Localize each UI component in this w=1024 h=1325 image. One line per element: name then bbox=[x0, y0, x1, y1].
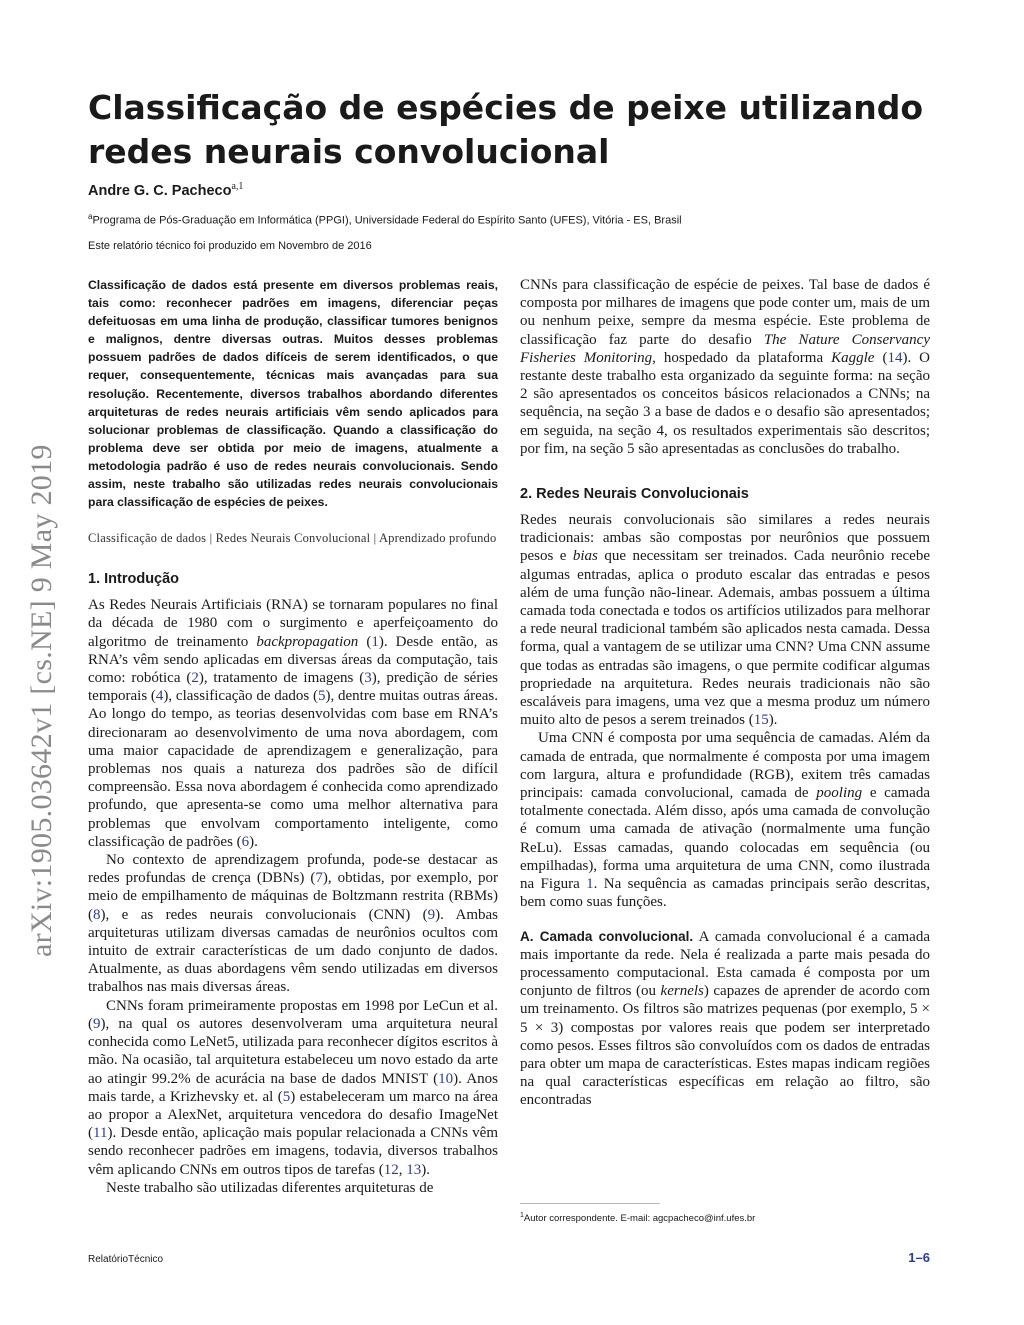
arxiv-identifier-stamp: arXiv:1905.03642v1 [cs.NE] 9 May 2019 bbox=[25, 444, 58, 957]
citation-link[interactable]: 5 bbox=[318, 688, 326, 705]
citation-link[interactable]: 5 bbox=[282, 1088, 291, 1105]
subsection-heading-conv-layer: A. Camada convolucional. bbox=[520, 928, 694, 944]
citation-link[interactable]: 1 bbox=[371, 633, 379, 650]
intro-continuation-paragraph: CNNs para classificação de espécie de peixes. Tal base de dados é composta por milhares de imagens que pode conter um, mais de um ou nenhum peixe, sempre da mesma espécie. Este problema de classificação faz parte do desafio The Nature Conservancy Fisheries Monitoring, hospedado da plataforma Kaggle (14). O restante deste trabalho esta organizado da seguinte forma: na seção 2 são apresentados os conceitos básicos relacionados a CNNs; na sequência, na seção 3 a base de dados e o desafio são apresentados; em seguida, na seção 4, os resultados experimentais são descritos; por fim, na seção 5 são apresentadas as conclusões do trabalho. bbox=[520, 277, 931, 457]
left-column bbox=[88, 276, 498, 1197]
citation-link[interactable]: 13 bbox=[406, 1161, 422, 1178]
citation-link[interactable]: 6 bbox=[241, 833, 250, 850]
author-superscript: a,1 bbox=[231, 181, 244, 192]
section-heading-cnn: 2. Redes Neurais Convolucionais bbox=[520, 486, 749, 503]
footer-journal-label: RelatórioTécnico bbox=[88, 1254, 164, 1265]
citation-link[interactable]: 7 bbox=[315, 870, 323, 887]
cnn-paragraph-2: Uma CNN é composta por uma sequência de camadas. Além da camada de entrada, que normalmente é composta por uma imagem com largura, altura e profundidade (RGB), exitem três camadas principais: camada convolucional, camada de pooling e camada totalmente conectada. Além disso, após uma camada de convolução é comum uma camada de ativação (normalmente uma função ReLu). Essas camadas, quando colocadas em sequência (ou empilhadas), forma uma arquitetura de uma CNN, como ilustrada na Figura 1. Na sequência as camadas principais serão descritas, bem como suas funções. bbox=[520, 730, 930, 911]
keywords: Classificação de dados | Redes Neurais Convolucional | Aprendizado profundo bbox=[88, 531, 497, 546]
intro-paragraph-4: Neste trabalho são utilizadas diferentes arquiteturas de bbox=[106, 1179, 434, 1196]
citation-link[interactable]: 3 bbox=[364, 670, 372, 687]
abstract: Classificação de dados está presente em diversos problemas reais, tais como: reconhecer padrões em imagens, diferenciar peças defeituosas em uma linha de produção, classificar tumores benignos e malignos, dentre diversas outras. Muitos desses problemas possuem padrões de dados difíceis de serem identificados, o que requer, consequentemente, técnicas mais avançadas para sua resolução. Recentemente, diversos trabalhos abordando diferentes arquiteturas de redes neurais artificiais vêm sendo aplicados para solucionar problemas de classificação. Quando a classificação do problema deve ser obtida por meio de imagens, atualmente a metodologia padrão é uso de redes neurais convolucionais. Sendo assim, neste trabalho são utilizadas redes neurais convolucionais para classificação de espécies de peixes. bbox=[88, 278, 498, 510]
affiliation bbox=[88, 212, 682, 227]
section-heading-introduction: 1. Introdução bbox=[88, 571, 180, 588]
citation-link[interactable]: 15 bbox=[753, 712, 769, 729]
right-column bbox=[520, 276, 930, 1110]
intro-paragraph-3: CNNs foram primeiramente propostas em 1998 por LeCun et al. (9), na qual os autores desenvolveram uma arquitetura neural conhecida como LeNet5, utilizada para reconhecer dígitos escritos à mão. Na ocasião, tal arquitetura estabeleceu um novo estado da arte ao atingir 99.2% de acurácia na base de dados MNIST (10). Anos mais tarde, a Krizhevsky et. al (5) estabeleceram um marco na área ao propor a AlexNet, arquitetura vencedora do desafio ImageNet (11). Desde então, aplicação mais popular relacionada a CNNs vêm sendo reconhecer padrões em imagens, todavia, diversos trabalhos vêm aplicando CNNs em outros tipos de tarefas (12, 13). bbox=[88, 997, 498, 1178]
intro-paragraph-1: As Redes Neurais Artificiais (RNA) se tornaram populares no final da década de 1980 com o surgimento e aperfeiçoamento do algoritmo de treinamento backpropagation (1). Desde então, as RNA’s vêm sendo aplicadas em diversas áreas da computação, tais como: robótica (2), tratamento de imagens (3), predição de séries temporais (4), classificação de dados (5), dentre muitas outras áreas. Ao longo do tempo, as teorias desenvolvidas com base em RNA’s direcionaram ao desenvolvimento de uma nova abordagem, com uma maior capacidade de aprendizagem e generalização, para problemas nos quais a natureza dos padrões são de difícil compreensão. Essa nova abordagem é conhecida como aprendizado profundo, que apresenta-se como uma melhor alternativa para problemas que envolvam comportamento inteligente, como classificação de padrões (6). bbox=[88, 597, 498, 850]
figure-link[interactable]: 1 bbox=[586, 876, 594, 893]
footnote bbox=[520, 1212, 755, 1224]
intro-paragraph-2: No contexto de aprendizagem profunda, pode-se destacar as redes profundas de crença (DBNs) (7), obtidas, por exemplo, por meio de empilhamento de máquinas de Boltzmann restrita (RBMs) (8), e as redes neurais convolucionais (CNN) (9). Ambas arquiteturas utilizam diversas camadas de neurônios ocultos com intuito de extrair características de um dado conjunto de dados. Atualmente, as duas abordagens vêm sendo utilizadas em diversos trabalhos nas mais diversas áreas. bbox=[88, 852, 498, 996]
cnn-paragraph-1: Redes neurais convolucionais são similares a redes neurais tradicionais: ambas são compostas por neurônios que possuem pesos e bias que necessitam ser treinados. Cada neurônio recebe algumas entradas, aplica o produto escalar das entradas e pesos além de uma função não-linear. Ademais, ambas possuem a última camada toda conectada e todos os artifícios utilizados para melhorar a rede neural tradicional também são aplicados nesta camada. Dessa forma, qual a vantagem de se utilizar uma CNN? Uma CNN assume que todas as entradas são imagens, o que permite codificar algumas propriedade na arquitetura. Redes neurais tradicionais não são escaláveis para imagens, uma vez que a mesma produz um número muito alto de pesos a serem treinados (15). bbox=[520, 512, 930, 729]
affiliation-text: Programa de Pós-Graduação em Informática (PPGI), Universidade Federal do Espírito Santo (UFES), Vitória - ES, Brasil bbox=[92, 214, 682, 227]
author-name: Andre G. C. Pacheco bbox=[88, 182, 232, 199]
citation-link[interactable]: 2 bbox=[191, 670, 199, 687]
report-note: Este relatório técnico foi produzido em Novembro de 2016 bbox=[88, 240, 372, 252]
citation-link[interactable]: 4 bbox=[155, 688, 164, 705]
paper-title: Classificação de espécies de peixe utilizando redes neurais convolucional bbox=[88, 88, 924, 171]
citation-link[interactable]: 9 bbox=[427, 906, 436, 923]
author-line bbox=[88, 181, 243, 199]
conv-layer-paragraph: A. Camada convolucional. A camada convolucional é a camada mais importante da rede. Nela é realizada a parte mais pesada do processamento computacional. Esta camada é composta por um conjunto de filtros (ou kernels) capazes de aprender de acordo com um treinamento. Os filtros são matrizes pequenas (por exemplo, 5 × 5 × 3) compostas por valores reais que podem ser interpretado como pesos. Esses filtros são convoluídos com os dados de entradas para obter um mapa de características. Estes mapas indicam regiões na qual características específicas em relação ao filtro, são encontradas bbox=[520, 928, 930, 1109]
affiliation-marker: a bbox=[88, 212, 93, 221]
footnote-divider bbox=[520, 1203, 660, 1204]
citation-link[interactable]: 12 bbox=[383, 1161, 399, 1178]
footer-page-range: 1–6 bbox=[908, 1250, 930, 1265]
footnote-text: Autor correspondente. E-mail: agcpacheco@inf.ufes.br bbox=[523, 1213, 756, 1225]
citation-link[interactable]: 8 bbox=[93, 906, 101, 923]
citation-link[interactable]: 11 bbox=[93, 1125, 108, 1142]
citation-link[interactable]: 9 bbox=[93, 1015, 101, 1032]
footnote-marker: 1 bbox=[520, 1212, 524, 1219]
citation-link[interactable]: 10 bbox=[438, 1070, 454, 1087]
citation-link[interactable]: 14 bbox=[887, 349, 903, 366]
